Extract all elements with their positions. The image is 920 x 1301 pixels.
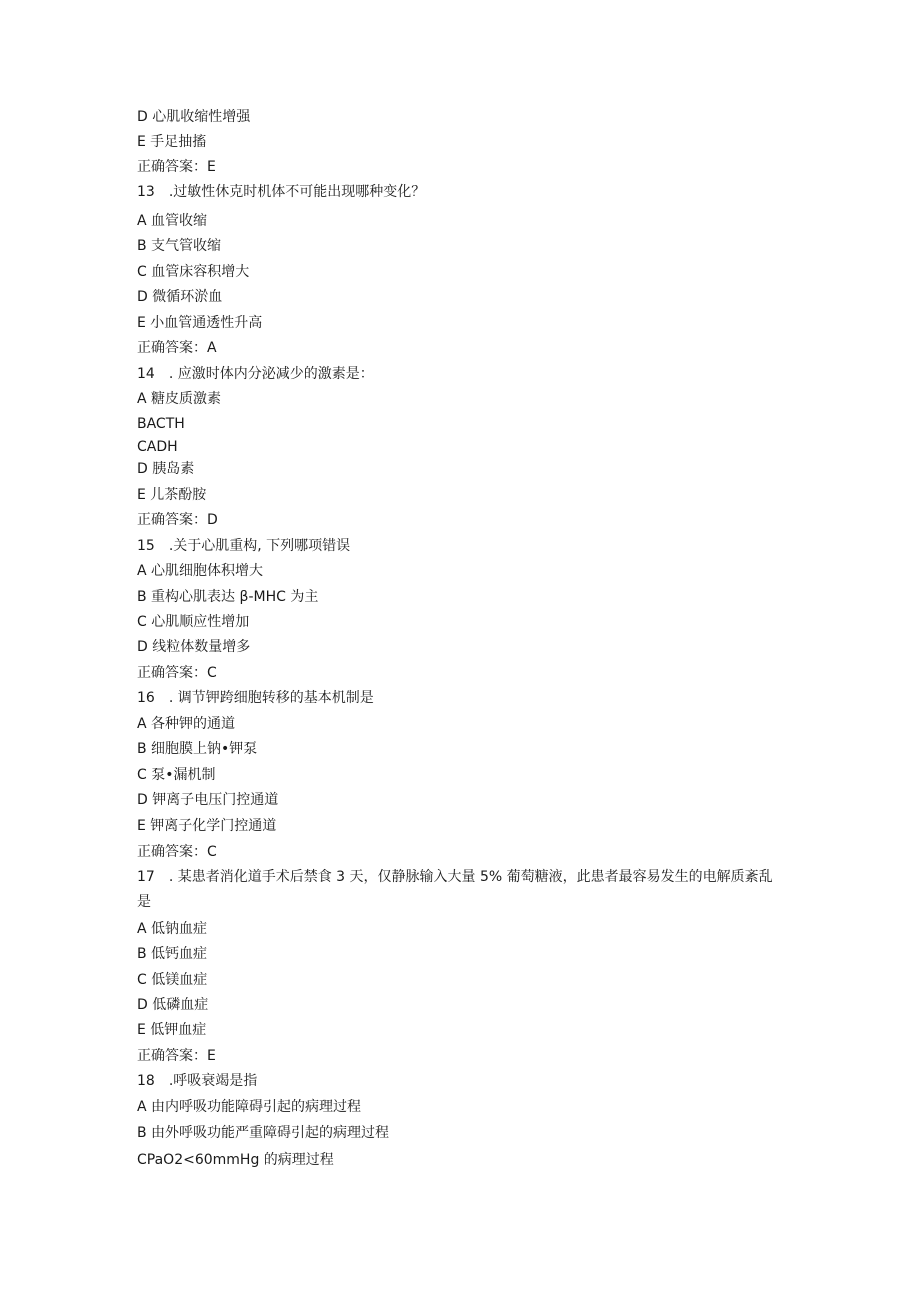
answer-line: 正确答案：D bbox=[137, 512, 218, 528]
question-line: 15 .关于心肌重构, 下列哪项错误 bbox=[137, 538, 351, 554]
answer-line: 正确答案：A bbox=[137, 340, 217, 356]
option-line: A 各种钾的通道 bbox=[137, 716, 236, 732]
option-line: A 血管收缩 bbox=[137, 213, 208, 229]
document-page bbox=[137, 0, 817, 1301]
option-line: A 由内呼吸功能障碍引起的病理过程 bbox=[137, 1099, 362, 1115]
question-line: 17 . 某患者消化道手术后禁食 3 天，仅静脉输入大量 5% 葡萄糖液，此患者最容易发生的电解质紊乱是 bbox=[137, 869, 773, 910]
option-line: E 小血管通透性升高 bbox=[137, 315, 263, 331]
option-line: C 低镁血症 bbox=[137, 972, 208, 988]
option-line: E 手足抽搐 bbox=[137, 134, 207, 150]
question-line: 14 . 应激时体内分泌减少的激素是： bbox=[137, 366, 374, 382]
option-line: C 血管床容积增大 bbox=[137, 264, 250, 280]
answer-line: 正确答案：E bbox=[137, 159, 216, 175]
option-line: BACTH bbox=[137, 416, 185, 432]
answer-line: 正确答案：C bbox=[137, 844, 217, 860]
option-line: D 胰岛素 bbox=[137, 461, 195, 477]
option-line: B 细胞膜上钠•钾泵 bbox=[137, 741, 258, 757]
question-line: 13 .过敏性休克时机体不可能出现哪种变化？ bbox=[137, 184, 426, 200]
option-line: B 重构心肌表达 β-MHC 为主 bbox=[137, 589, 319, 605]
question-line: 16 . 调节钾跨细胞转移的基本机制是 bbox=[137, 690, 374, 706]
option-line: D 钾离子电压门控通道 bbox=[137, 792, 279, 808]
option-line: CADH bbox=[137, 439, 178, 455]
option-line: E 低钾血症 bbox=[137, 1022, 207, 1038]
option-line: A 低钠血症 bbox=[137, 921, 208, 937]
question-line: 18 .呼吸衰竭是指 bbox=[137, 1073, 258, 1089]
answer-line: 正确答案：E bbox=[137, 1048, 216, 1064]
option-line: C 泵•漏机制 bbox=[137, 767, 216, 783]
answer-line: 正确答案：C bbox=[137, 665, 217, 681]
option-line: A 心肌细胞体积增大 bbox=[137, 563, 264, 579]
option-line: D 线粒体数量增多 bbox=[137, 639, 251, 655]
option-line: D 心肌收缩性增强 bbox=[137, 109, 251, 125]
option-line: E 儿茶酚胺 bbox=[137, 487, 207, 503]
option-line: A 糖皮质激素 bbox=[137, 391, 222, 407]
option-line: B 低钙血症 bbox=[137, 946, 208, 962]
option-line: B 支气管收缩 bbox=[137, 238, 222, 254]
option-line: CPaO2<60mmHg 的病理过程 bbox=[137, 1152, 334, 1168]
option-line: D 微循环淤血 bbox=[137, 289, 223, 305]
option-line: D 低磷血症 bbox=[137, 997, 209, 1013]
option-line: E 钾离子化学门控通道 bbox=[137, 818, 277, 834]
option-line: C 心肌顺应性增加 bbox=[137, 614, 250, 630]
option-line: B 由外呼吸功能严重障碍引起的病理过程 bbox=[137, 1125, 390, 1141]
